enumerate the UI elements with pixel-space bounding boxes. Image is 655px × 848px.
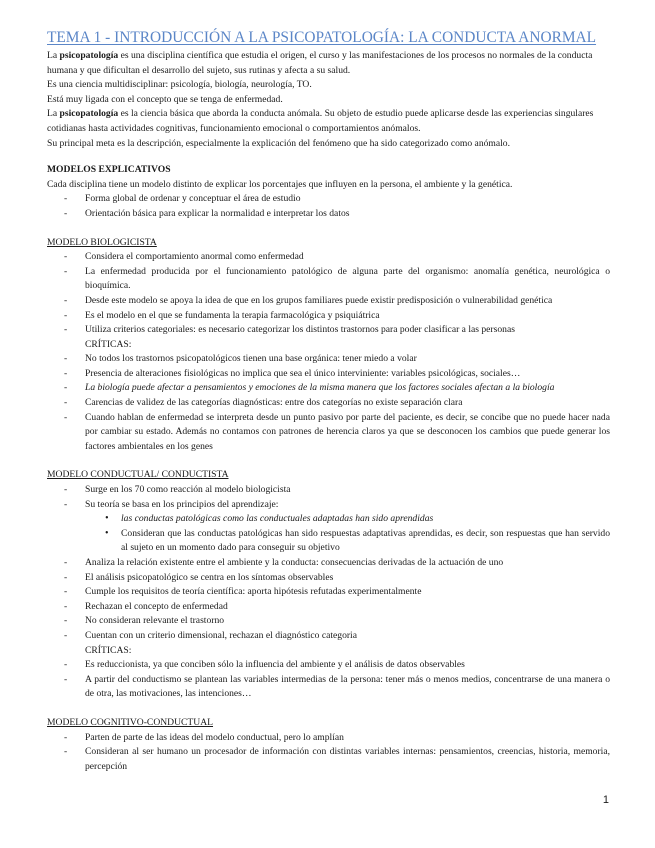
criticas-label: CRÍTICAS: — [85, 338, 132, 350]
list-item: - El análisis psicopatológico se centra en los síntomas observables — [47, 571, 610, 586]
list-item: - Surge en los 70 como reacción al modelo biologicista — [47, 483, 610, 498]
section-heading-modelos: MODELOS EXPLICATIVOS — [47, 164, 171, 176]
modelos-list — [47, 192, 610, 221]
page-number: 1 — [602, 794, 609, 806]
intro-text: es la ciencia básica que aborda la conducta anómala. Su objeto de estudio puede aplicarse desde las experiencias singulares cotidianas hasta actividades cognitivas, funcionamiento emocional o comportamientos anómalos. — [47, 108, 594, 134]
list-item: - Cumple los requisitos de teoría científica: aporta hipótesis refutadas experimentalmente — [47, 585, 610, 600]
criticas-label: CRÍTICAS: — [85, 644, 132, 656]
term-psicopatologia: psicopatología — [59, 50, 119, 61]
section-heading-cognitivo: MODELO COGNITIVO-CONDUCTUAL — [47, 716, 214, 728]
cognitivo-list — [47, 731, 610, 775]
list-item: - Cuando hablan de enfermedad se interpreta desde un punto pasivo por parte del paciente, es decir, se concibe que no puede hacer nada por cambiar su estado. Además no contamos con patrones de herencia claros ya que se desconocen los cambios que puede generar los factores ambientales en los genes — [47, 411, 610, 455]
list-item: - Utiliza criterios categoriales: es necesario categorizar los distintos trastornos para poder clasificar a las personas — [47, 323, 610, 338]
sub-list-item: • las conductas patológicas como las conductuales adaptadas han sido aprendidas — [47, 512, 610, 527]
list-item: - Consideran al ser humano un procesador de información con distintas variables internas: pensamientos, creencias, historia, memoria, percepción — [47, 745, 610, 774]
intro-paragraph-3: Está muy ligada con el concepto que se tenga de enfermedad. — [47, 93, 283, 105]
intro-paragraph-1 — [47, 49, 610, 78]
list-item: - Cuentan con un criterio dimensional, rechazan el diagnóstico categoria — [47, 629, 610, 644]
list-item: - Forma global de ordenar y conceptuar el área de estudio — [47, 192, 610, 207]
conductual-list-b — [47, 556, 610, 644]
list-item: - Es el modelo en el que se fundamenta la terapia farmacológica y psiquiátrica — [47, 309, 610, 324]
list-item: - No todos los trastornos psicopatológicos tienen una base orgánica: tener miedo a volar — [47, 352, 610, 367]
page-title: TEMA 1 - INTRODUCCIÓN A LA PSICOPATOLOGÍA: LA CONDUCTA ANORMAL — [47, 29, 597, 46]
term-psicopatologia: psicopatología — [59, 108, 119, 120]
list-item: - Presencia de alteraciones fisiológicas no implica que sea el único interviniente: variables psicológicas, sociales… — [47, 367, 610, 382]
list-item: - La enfermedad producida por el funcionamiento patológico de alguna parte del organismo: anomalía genética, neurológica o bioquímica. — [47, 265, 610, 294]
sub-list-item: • Consideran que las conductas patológicas han sido respuestas adaptativas aprendidas, es decir, son respuestas que han servido al sujeto en un momento dado para conseguir su objetivo — [47, 527, 610, 556]
section-heading-conductual: MODELO CONDUCTUAL/ CONDUCTISTA — [47, 469, 229, 481]
list-item: - Analiza la relación existente entre el ambiente y la conducta: consecuencias derivadas de la actuación de uno — [47, 556, 610, 571]
intro-text: es una disciplina científica que estudia el origen, el curso y las manifestaciones de los procesos no normales de la conducta humana y que dificultan el desarrollo del sujeto, sus rutinas y afecta a su salud. — [47, 50, 593, 76]
list-item: - Es reduccionista, ya que conciben sólo la influencia del ambiente y el análisis de datos observables — [47, 658, 610, 673]
list-item: - Carencias de validez de las categorías diagnósticas: entre dos categorías no existe separación clara — [47, 396, 610, 411]
list-item: - Orientación básica para explicar la normalidad e interpretar los datos — [47, 207, 610, 222]
intro-paragraph-4 — [47, 107, 610, 136]
conductual-sublist — [47, 512, 610, 556]
conductual-list-a — [47, 483, 610, 512]
intro-paragraph-2: Es una ciencia multidisciplinar: psicología, biología, neurología, TO. — [47, 79, 312, 91]
biologicista-criticas-list — [47, 352, 610, 454]
list-item: - A partir del conductismo se plantean las variables intermedias de la persona: tener más o menos medios, concentrarse de una manera o de otra, las motivaciones, las intenciones… — [47, 673, 610, 702]
modelos-text: Cada disciplina tiene un modelo distinto de explicar los porcentajes que influyen en la persona, el ambiente y la genética. — [47, 178, 513, 190]
conductual-criticas-list — [47, 658, 610, 702]
intro-paragraph-5: Su principal meta es la descripción, especialmente la explicación del fenómeno que ha sido categorizado como anómalo. — [47, 137, 510, 149]
intro-text: La — [47, 50, 60, 61]
list-item: - Parten de parte de las ideas del modelo conductual, pero lo amplían — [47, 731, 610, 746]
list-item: - Considera el comportamiento anormal como enfermedad — [47, 250, 610, 265]
list-item: - La biología puede afectar a pensamientos y emociones de la misma manera que los factores sociales afectan a la biología — [47, 381, 610, 396]
list-item: - Su teoría se basa en los principios del aprendizaje: — [47, 498, 610, 513]
list-item: - Desde este modelo se apoya la idea de que en los grupos familiares puede existir predisposición o vulnerabilidad genética — [47, 294, 610, 309]
list-item: - No consideran relevante el trastorno — [47, 614, 610, 629]
biologicista-list — [47, 250, 610, 338]
list-item: - Rechazan el concepto de enfermedad — [47, 600, 610, 615]
intro-text: La — [47, 108, 60, 120]
document-content — [47, 28, 610, 774]
section-heading-biologicista: MODELO BIOLOGICISTA — [47, 236, 157, 248]
